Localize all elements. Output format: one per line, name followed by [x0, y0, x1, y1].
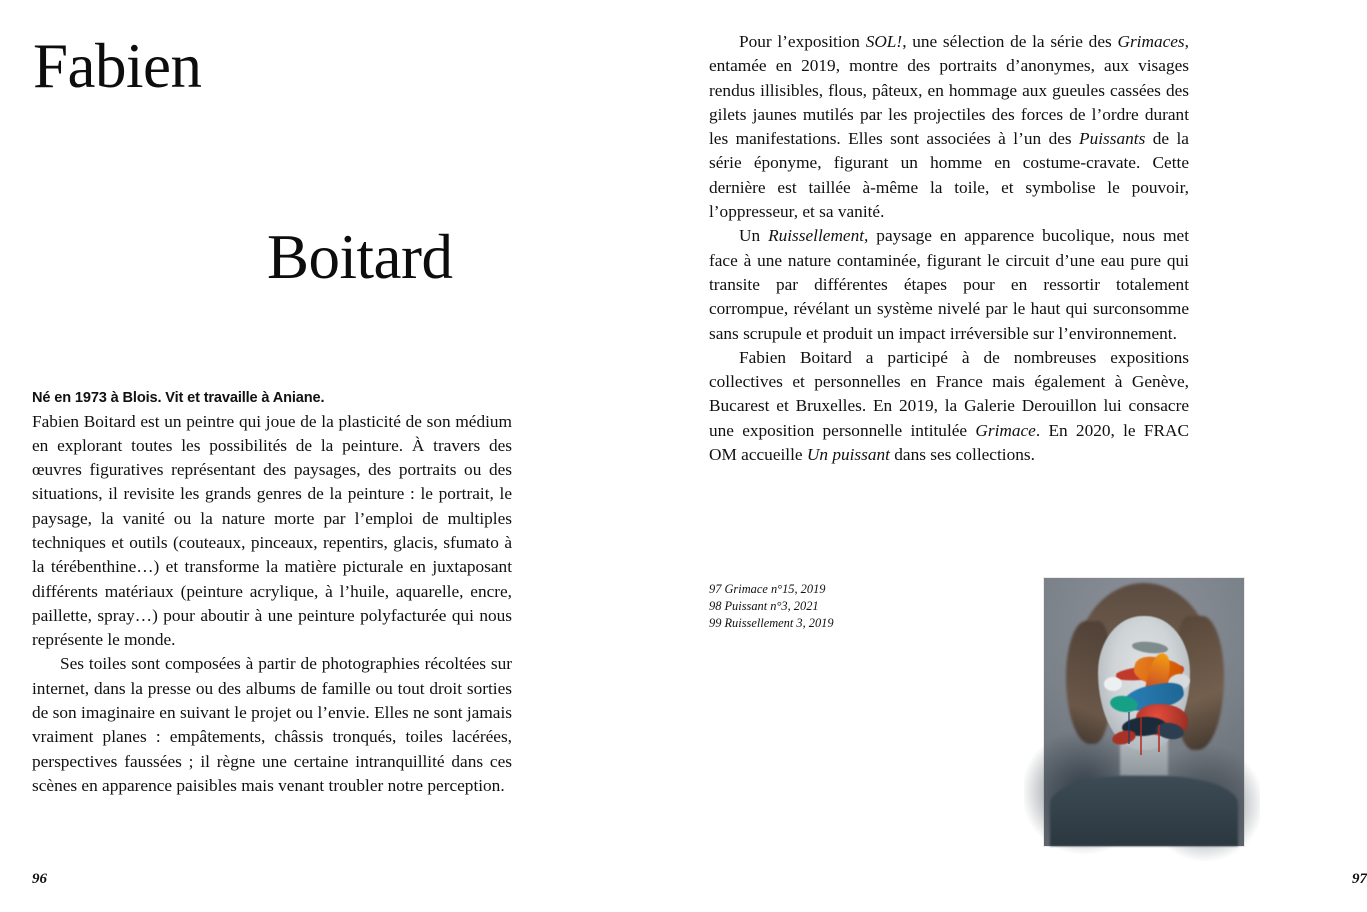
text-run: , entamée en 2019, montre des portraits d’anonymes, aux visages rendus illisibles, flous, pâteux, en hommage aux gueules cassées des gilets jaunes mutilés par les projectiles des forces de l’ordre durant les manifestations. Elles sont associées à l’un des	[709, 32, 1189, 149]
artist-biography	[32, 388, 512, 798]
exhibition-paragraph-1	[709, 30, 1189, 224]
artwork-paint-drip	[1158, 725, 1160, 752]
text-run: Un puissant	[806, 445, 890, 465]
exhibition-text-column	[709, 30, 1189, 467]
text-run: Grimaces	[1117, 32, 1185, 51]
text-run: , une sélection de la série des	[902, 32, 1118, 51]
text-run: . En 2020, le FRAC OM accueille	[709, 420, 1189, 465]
caption-item: 97 Grimace n°15, 2019	[709, 582, 826, 596]
text-run: Pour l’exposition	[739, 32, 866, 51]
artwork-paint-drip	[1140, 717, 1142, 755]
biography-paragraph-2: Ses toiles sont composées à partir de photographies récoltées sur internet, dans la presse ou des albums de famille ou tout droit sorties de son imaginaire en suivant le projet ou l’envie. Elles ne sont jamais vraiment planes : empâtements, châssis tronqués, toiles lacérées, perspectives faussées ; il règne une certaine intranquillité dans ces scènes en apparence paisibles mais venant troubler notre perception.	[32, 654, 512, 795]
artwork-paint-drip	[1128, 712, 1130, 744]
page-number-left: 96	[32, 871, 47, 887]
exhibition-paragraph-3	[709, 346, 1189, 467]
text-run: SOL!	[865, 32, 903, 51]
text-run: paysage en apparence bucolique, nous met face à une nature contaminée, figurant le circuit d’une eau pure qui transite par différentes étapes pour en ressortir totalement corrompue, révélant un système nivelé par le haut qui surconsomme sans scrupule et produit un impact irréversible sur l’environnement.	[709, 226, 1189, 343]
text-run: Puissants	[1079, 129, 1146, 149]
text-run: dans ses collections.	[889, 445, 1035, 465]
text-run: Un	[739, 226, 769, 246]
caption-item: 99 Ruissellement 3, 2019	[709, 616, 834, 631]
text-run: Grimace	[975, 420, 1036, 440]
figure-captions	[709, 581, 1039, 632]
artwork-paint-smear	[1104, 677, 1122, 690]
text-run: de la série éponyme, figurant un homme en costume-cravate. Cette dernière est taillée à-même la toile, et symbolise le pouvoir, l’oppresseur, et sa vanité.	[709, 129, 1189, 222]
biography-paragraph-1: Fabien Boitard est un peintre qui joue de la plasticité de son médium en explorant toutes les possibilités de la peinture. À travers des œuvres figuratives représentant des paysages, des portraits ou des situations, il revisite les grands genres de la peinture : le portrait, le paysage, la vanité ou la nature morte par l’emploi de multiples techniques et outils (couteaux, pinceaux, repentirs, glacis, sfumato à la térébenthine…) et transforme la matière picturale en juxtaposant différents matériaux (peinture acrylique, à l’huile, aquarelle, encre, paillette, spray…) pour aboutir à une peinture polyfacturée qui nous représente le monde.	[32, 411, 512, 650]
artist-first-name: Fabien	[33, 31, 202, 101]
artwork-reproduction-grimace	[1044, 578, 1244, 846]
caption-item: 98 Puissant n°3, 2021	[709, 599, 819, 614]
text-run: Fabien Boitard a participé à de nombreuses expositions collectives et personnelles en France mais également à Genève, Bucarest et Bruxelles. En 2019, la Galerie Derouillon lui consacre une exposition personnelle intitulée	[709, 347, 1189, 440]
left-page	[0, 0, 643, 912]
text-run: Ruissellement,	[768, 226, 869, 246]
exhibition-paragraph-2	[709, 224, 1189, 345]
artwork-shoulders	[1050, 776, 1238, 846]
page-number-right: 97	[1352, 871, 1367, 887]
artist-last-name: Boitard	[267, 222, 453, 292]
biography-lead-line: Né en 1973 à Blois. Vit et travaille à Aniane.	[32, 390, 325, 406]
